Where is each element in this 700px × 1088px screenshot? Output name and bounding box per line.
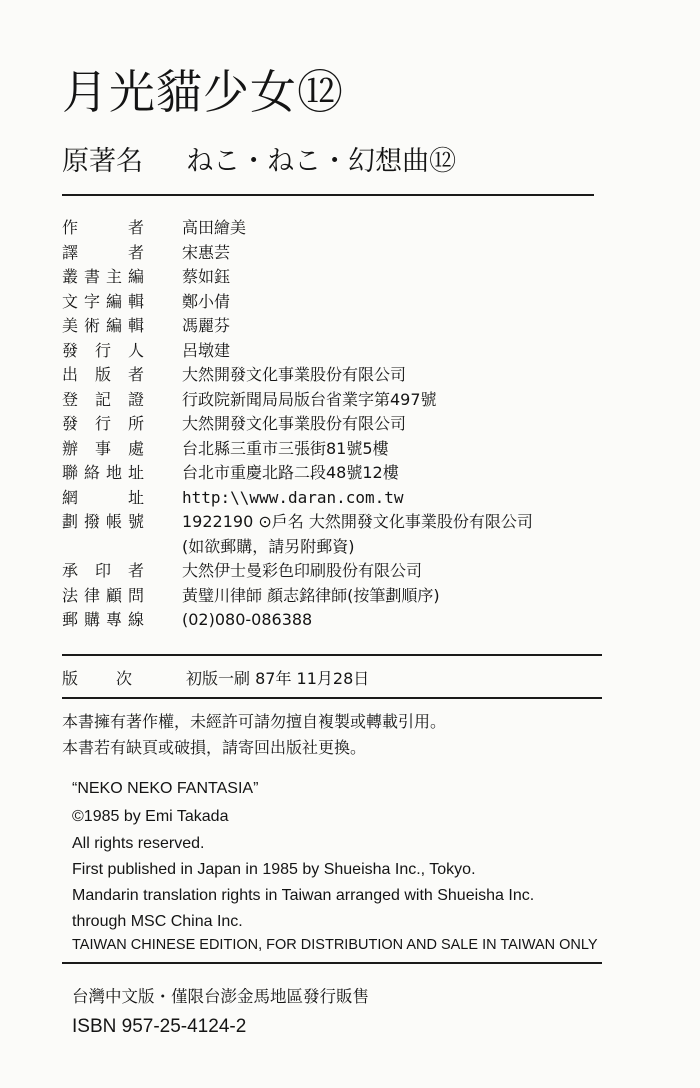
- english-distribution: TAIWAN CHINESE EDITION, FOR DISTRIBUTION AND SALE IN TAIWAN ONLY: [72, 937, 598, 953]
- credit-label-char: 行: [94, 414, 111, 433]
- credit-label: [62, 584, 144, 608]
- notice-copyright: 本書擁有著作權，未經許可請勿擅自複製或轉載引用。: [62, 712, 447, 731]
- credit-label-char: 編: [105, 292, 122, 311]
- credit-label: [62, 339, 144, 363]
- edition-value: 初版一刷 87年 11月28日: [186, 669, 370, 688]
- credit-label-char: 顧: [105, 586, 122, 605]
- credit-label-char: 律: [83, 586, 100, 605]
- original-title-label: 原著名: [62, 146, 143, 177]
- notice-defects: 本書若有缺頁或破損，請寄回出版社更換。: [62, 738, 367, 757]
- credit-label-char: 版: [94, 365, 111, 384]
- credit-label-char: 號: [127, 512, 144, 531]
- english-translation-rights: Mandarin translation rights in Taiwan arranged with Shueisha Inc.: [72, 887, 535, 904]
- credit-label-char: 文: [62, 292, 79, 311]
- credit-label-char: 者: [127, 365, 144, 384]
- credit-label-char: 帳: [105, 512, 122, 531]
- credit-label-char: 者: [127, 218, 144, 237]
- credit-value: 高田繪美: [182, 218, 247, 237]
- credit-label-char: 出: [62, 365, 79, 384]
- credit-label: [62, 559, 144, 583]
- title-divider: [62, 194, 594, 196]
- credit-value: (02)080-086388: [182, 610, 313, 629]
- credit-label-char: 書: [83, 267, 100, 286]
- credit-label-char: 撥: [83, 512, 100, 531]
- credit-label: [62, 437, 144, 461]
- original-title-text: ねこ・ねこ・幻想曲⑫: [186, 146, 457, 177]
- credit-label-char: 發: [62, 341, 79, 360]
- credit-label: [62, 314, 144, 338]
- credit-value: 黃璧川律師 顏志銘律師(按筆劃順序): [182, 586, 440, 605]
- credit-label: [62, 265, 144, 289]
- credit-label-char: 登: [62, 390, 79, 409]
- credit-value: (如欲郵購，請另附郵資): [182, 537, 355, 556]
- credit-label: [62, 461, 144, 485]
- credit-label-char: 絡: [83, 463, 100, 482]
- credit-label-char: 編: [127, 267, 144, 286]
- credit-label-char: 網: [62, 488, 79, 507]
- credit-label-char: 印: [94, 561, 111, 580]
- credit-label-char: 者: [127, 243, 144, 262]
- credit-label-char: 承: [62, 561, 79, 580]
- credit-label-char: 專: [105, 610, 122, 629]
- credit-label: [62, 608, 144, 632]
- credit-label-char: 線: [127, 610, 144, 629]
- credit-value: 1922190 ⊙戶名 大然開發文化事業股份有限公司: [182, 512, 533, 531]
- english-divider: [62, 962, 602, 964]
- credit-label-char: 址: [127, 463, 144, 482]
- credit-label: [62, 388, 144, 412]
- credit-value: 呂墩建: [182, 341, 231, 360]
- original-title: [62, 142, 456, 182]
- credit-label-char: 地: [105, 463, 122, 482]
- credit-label-char: 證: [127, 390, 144, 409]
- credit-label-char: 劃: [62, 512, 79, 531]
- credit-label-char: 所: [127, 414, 144, 433]
- credit-label-char: 事: [94, 439, 111, 458]
- english-first-published: First published in Japan in 1985 by Shueisha Inc., Tokyo.: [72, 861, 476, 878]
- credit-label-char: 發: [62, 414, 79, 433]
- taiwan-edition: 台灣中文版・僅限台澎金馬地區發行販售: [72, 987, 369, 1006]
- credit-value: 鄭小倩: [182, 292, 231, 311]
- credit-label: [62, 241, 144, 265]
- english-agent: through MSC China Inc.: [72, 913, 243, 930]
- credit-value: 馮麗芬: [182, 316, 231, 335]
- credit-label-char: 字: [83, 292, 100, 311]
- credit-label: [62, 486, 144, 510]
- credit-value: 台北市重慶北路二段48號12樓: [182, 463, 399, 482]
- credit-label-char: 美: [62, 316, 79, 335]
- edition-label: [62, 667, 171, 691]
- credit-label-char: 辦: [62, 439, 79, 458]
- credits-divider: [62, 654, 602, 656]
- credit-value: 大然伊士曼彩色印刷股份有限公司: [182, 561, 423, 580]
- credit-label-char: 址: [127, 488, 144, 507]
- credit-label-char: 術: [83, 316, 100, 335]
- credit-label-char: 者: [127, 561, 144, 580]
- credit-label: [62, 510, 144, 534]
- credit-label-char: 人: [127, 341, 144, 360]
- credit-label-char: 編: [105, 316, 122, 335]
- isbn: ISBN 957-25-4124-2: [72, 1016, 247, 1037]
- credit-label-char: 叢: [62, 267, 79, 286]
- edition-divider: [62, 697, 602, 699]
- credit-label: [62, 412, 144, 436]
- credit-label-char: 處: [127, 439, 144, 458]
- credit-label-char: 法: [62, 586, 79, 605]
- english-title: “NEKO NEKO FANTASIA”: [72, 780, 259, 797]
- credit-value: 大然開發文化事業股份有限公司: [182, 365, 407, 384]
- credit-label-char: 譯: [62, 243, 79, 262]
- credit-label: [62, 290, 144, 314]
- credit-value: 大然開發文化事業股份有限公司: [182, 414, 407, 433]
- credit-label-char: 購: [83, 610, 100, 629]
- credit-value: 宋惠芸: [182, 243, 231, 262]
- credit-label-char: 行: [94, 341, 111, 360]
- credit-value: 行政院新聞局局版台省業字第497號: [182, 390, 437, 409]
- english-copyright: ©1985 by Emi Takada: [72, 808, 229, 825]
- credit-value: 蔡如鈺: [182, 267, 231, 286]
- edition-label-text: 版次: [62, 669, 171, 688]
- credit-label-char: 記: [94, 390, 111, 409]
- credit-label-char: 主: [105, 267, 122, 286]
- credit-label-char: 輯: [127, 292, 144, 311]
- credit-label-char: 郵: [62, 610, 79, 629]
- book-title: 月光貓少女⑫: [62, 65, 344, 119]
- credit-label: [62, 216, 144, 240]
- credit-label-char: 作: [62, 218, 79, 237]
- credit-value: 台北縣三重市三張街81號5樓: [182, 439, 389, 458]
- credit-label-char: 問: [127, 586, 144, 605]
- english-rights: All rights reserved.: [72, 835, 205, 852]
- credit-label: [62, 363, 144, 387]
- credit-label-char: 輯: [127, 316, 144, 335]
- credit-value: http:\\www.daran.com.tw: [182, 488, 404, 507]
- credit-label-char: 聯: [62, 463, 79, 482]
